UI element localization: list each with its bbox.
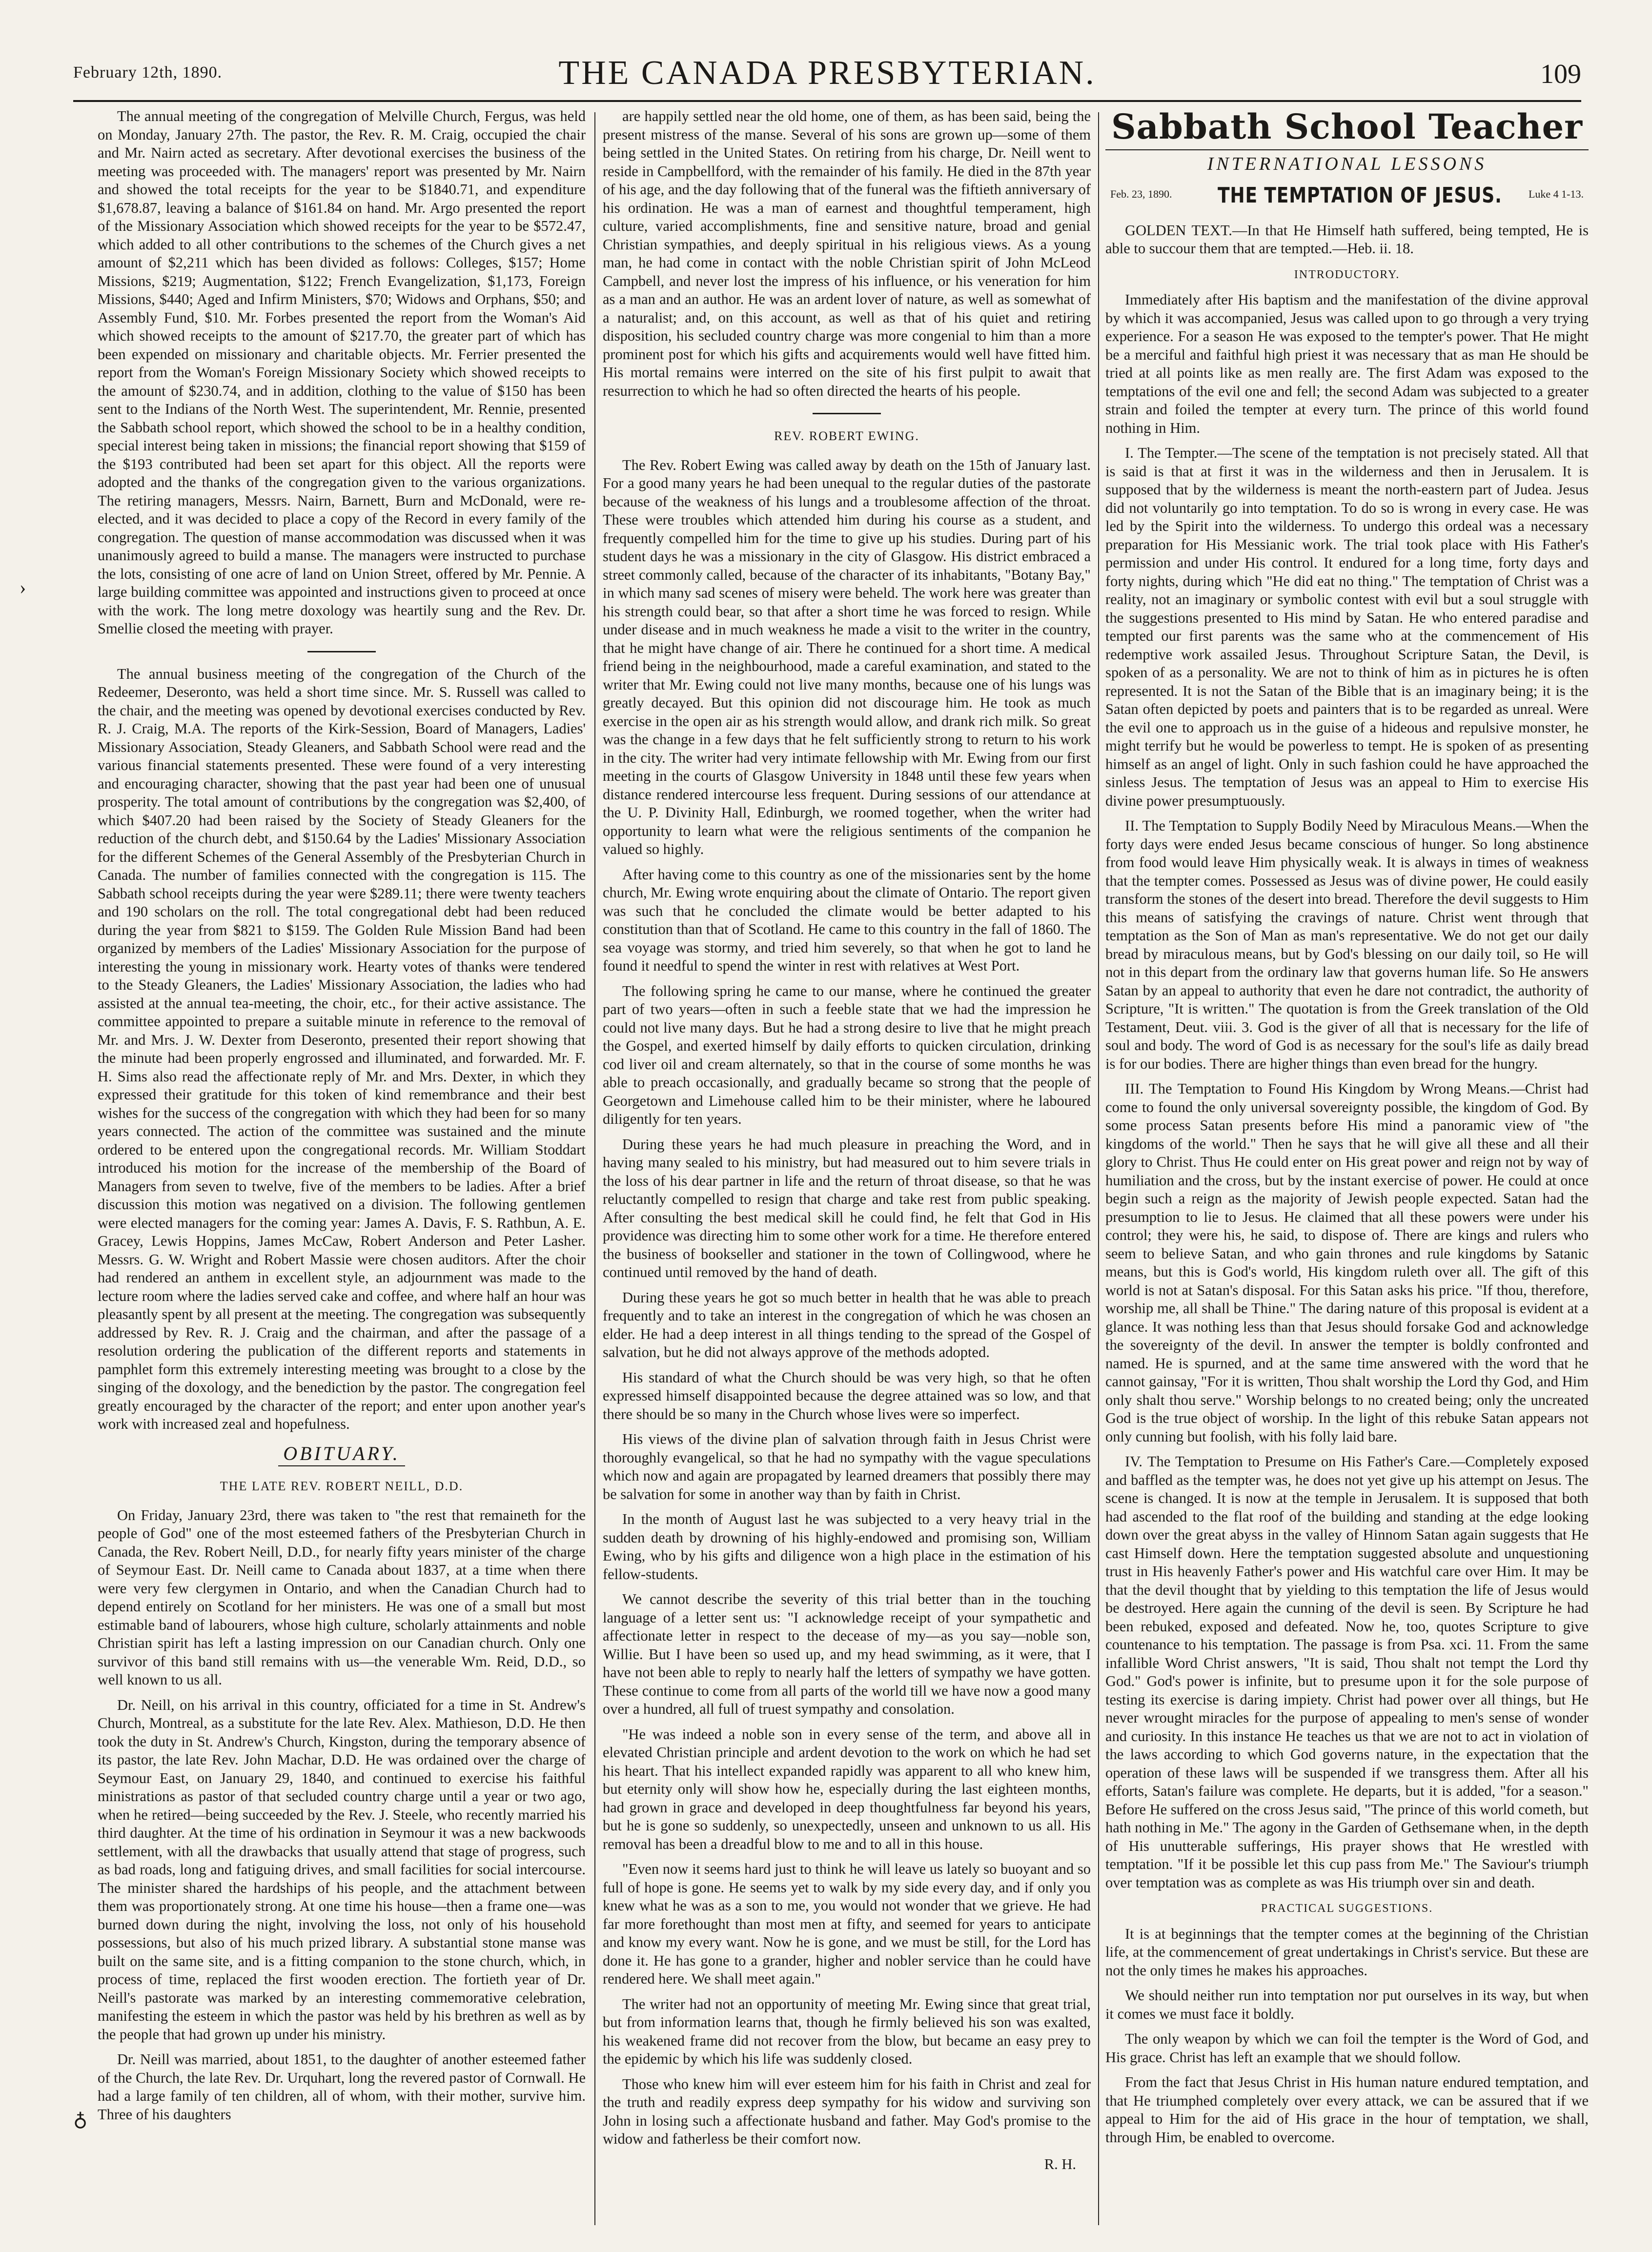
- subheading-practical: PRACTICAL SUGGESTIONS.: [1261, 1902, 1433, 1915]
- margin-mark: ›: [20, 576, 26, 598]
- article-paragraph: In the month of August last he was subjected to a very heavy trial in the sudden death by drowning of his highly-endowed and promising son, William Ewing, who by his gifts and diligence won a high place in the estimation of his fellow-students.: [603, 1511, 1091, 1582]
- issue-date: February 12th, 1890.: [73, 63, 223, 81]
- article-paragraph: Dr. Neill, on his arrival in this country, officiated for a time in St. Andrew's Church, Montreal, as a substitute for the late Rev. Alex. Mathieson, D.D. He then took the duty in St. Andrew's Church, Kingston, during the temporary absence of its pastor, the late Rev. John Machar, D.D. He was ordained over the charge of Seymour East, on January 29, 1840, and continued to exercise his faithful ministrations as pastor of that secluded country charge until a year or two ago, when he retired—being succeeded by the Rev. J. Steele, who recently married his third daughter. At the time of his ordination in Seymour it was a new backwoods settlement, with all the drawbacks that usually attend that stage of progress, such as bad roads, long and fatiguing drives, and small facilities for social intercourse. The minister shared the hardships of his people, and the attachment between them was proportionately strong. At one time his house—then a frame one—was burned down during the night, involving the loss, not only of his household possessions, but also of his much prized library. A substantial stone manse was built on the same site, and is a fitting companion to the stone church, which, in process of time, replaced the first wooden erection. The fortieth year of Dr. Neill's pastorate was marked by an interesting commemorative celebration, manifesting the esteem in which the pastor was held by his brethren as well as by the people that had grown up under his ministry.: [98, 1696, 586, 2043]
- lesson-paragraph: II. The Temptation to Supply Bodily Need by Miraculous Means.—When the forty days were ended Jesus became conscious of hunger. So long abstinence from food would leave Him physically weak. It is always in times of weakness that the tempter comes. Possessed as Jesus was of divine power, He could easily transform the stones of the desert into bread. Therefore the devil suggests to Him this means of satisfying the cravings of nature. Christ went through that temptation as the Son of Man as man's representative. We do not get our daily bread by miraculous means, but by God's blessing on our daily toil, so He will not in this depart from the ordinary law that governs human life. So He answers Satan by an appeal to authority that even he dare not contradict, the authority of Scripture, "It is written." The quotation is from the Greek translation of the Old Testament, Deut. viii. 3. God is the giver of all that is necessary for the life of soul and body. The word of God is as necessary for the soul's life as daily bread is for our bodies. There are higher things than even bread for the hungry.: [1105, 817, 1589, 1072]
- lesson-paragraph: It is at beginnings that the tempter comes at the beginning of the Christian life, at the commencement of great undertakings in Christ's service. But these are not the only times he makes his approaches.: [1105, 1925, 1589, 1979]
- section-masthead: Sabbath School Teacher: [1111, 106, 1583, 147]
- article-paragraph: During these years he had much pleasure in preaching the Word, and in having many sealed to his ministry, but had measured out to him severe trials in the loss of his dear partner in life and the return of throat disease, so that he was reluctantly compelled to resign that charge and take rest from public speaking. After consulting the best medical skill he could find, he felt that God in His providence was directing him to some other work for a time. He therefore entered the business of bookseller and stationer in the town of Collingwood, where he continued until removed by the hand of death.: [603, 1136, 1091, 1280]
- article-paragraph: "Even now it seems hard just to think he will leave us lately so buoyant and so full of hope is gone. He seems yet to walk by my side every day, and if only you knew what he was as a son to me, you would not wonder that we grieve. He had far more forethought than most men at fifty, and seemed for years to anticipate and know my every want. Now he is gone, and we must be still, for the Lord has done it. He has gone to a grander, higher and nobler service than he could have rendered here. We shall meet again.": [603, 1861, 1091, 1987]
- article-paragraph: Those who knew him will ever esteem him for his faith in Christ and zeal for the truth and readily express deep sympathy for his widow and surviving son John in losing such a affectionate husband and father. May God's promise to the widow and fatherless be their comfort now.: [603, 2075, 1091, 2147]
- subheading-introductory: INTRODUCTORY.: [1294, 268, 1400, 281]
- lesson-paragraph: IV. The Temptation to Presume on His Father's Care.—Completely exposed and baffled as the tempter was, he does not yet give up his attempt on Jesus. The scene is changed. It is now at the temple in Jerusalem. It is supposed that both had ascended to the flat roof of the building and standing at the edge looking down over the great abyss in the valley of Hinnom Satan again suggests that He cast Himself down. Here the temptation suggested absolute and unquestioning trust in His heavenly Father's power and His watchful care over Him. It may be that the devil thought that by yielding to this temptation the life of Jesus would be destroyed. Here again the cunning of the devil is seen. By Scripture he had been rebuked, exposed and defeated. Now he, too, quotes Scripture to give countenance to his temptation. The passage is from Psa. xci. 11. From the same infallible Word Christ answers, "It is said, Thou shalt not tempt the Lord thy God." God's power is infinite, but to presume upon it for the sole purpose of testing its exercise is daring impiety. Christ had power over all things, but He never wrought miracles for the purpose of appealing to men's sense of wonder and curiosity. In this instance He teaches us that we are not to act in violation of the laws according to which God governs nature, in the expectation that the operation of these laws will be suspended if we transgress them. After all his efforts, Satan's failure was complete. He departs, but it is added, "for a season." Before He suffered on the cross Jesus said, "The prince of this world cometh, but hath nothing in Me." The agony in the Garden of Gethsemane when, in the depth of His unutterable sufferings, His prayer shows that He wrestled with temptation. "If it be possible let this cup pass from Me." The Saviour's triumph over temptation was as complete as was His triumph over sin and death.: [1105, 1453, 1589, 1891]
- article-paragraph: The annual business meeting of the congregation of the Church of the Redeemer, Deseronto, was held a short time since. Mr. S. Russell was called to the chair, and the meeting was opened by devotional exercises conducted by Rev. R. J. Craig, M.A. The reports of the Kirk-Session, Board of Managers, Ladies' Missionary Association, Steady Gleaners, and Sabbath School were read and the various financial statements presented. These were found of a very interesting and encouraging character, showing that the past year had been one of unusual prosperity. The total amount of contributions by the congregation was $2,400, of which $407.20 had been raised by the Society of Steady Gleaners for the reduction of the church debt, and $150.64 by the Ladies' Missionary Association for the different Schemes of the General Assembly of the Presbyterian Church in Canada. The number of families connected with the congregation is 115. The Sabbath school receipts during the year were $289.11; there were twenty teachers and 190 scholars on the roll. The total congregational debt had been reduced during the year from $821 to $159. The Golden Rule Mission Band had been organized by members of the Ladies' Missionary Association for the purpose of interesting the young in missionary work. Hearty votes of thanks were tendered to the Steady Gleaners, the Ladies' Missionary Association, the ladies who had assisted at the annual tea-meeting, the choir, etc., for their active assistance. The committee appointed to prepare a suitable minute in reference to the removal of Mr. and Mrs. J. W. Dexter from Deseronto, presented their report showing that the minute had been properly engrossed and illuminated, and forwarded. Mr. F. H. Sims also read the affectionate reply of Mr. and Mrs. Dexter, in which they expressed their gratitude for this token of kind remembrance and their best wishes for the success of the congregation with which they had been for so many years connected. The action of the committee was sustained and the minute ordered to be entered upon the congregational records. Mr. William Stoddart introduced his motion for the increase of the membership of the Board of Managers from seven to twelve, five of the members to be ladies. After a brief discussion this motion was negatived on a division. The following gentlemen were elected managers for the coming year: James A. Davis, F. S. Rathbun, A. E. Gracey, Lewis Hoppins, James McCaw, Robert Anderson and Peter Lasher. Messrs. G. W. Wright and Robert Massie were chosen auditors. After the choir had rendered an anthem in excellent style, an adjournment was made to the lecture room where the ladies served cake and coffee, and where half an hour was pleasantly spent by all present at the meeting. The congregation was subsequently addressed by Rev. R. J. Craig and the chairman, and after the passage of a resolution ordering the publication of the different reports and statements in pamphlet form this extremely interesting meeting was brought to a close by the singing of the doxology, and the benediction by the pastor. The congregation feel greatly encouraged by the character of the report; and enter upon another year's work with increased zeal and hopefulness.: [98, 665, 586, 1432]
- column-separator: [594, 112, 595, 2225]
- article-paragraph: "He was indeed a noble son in every sense of the term, and above all in elevated Christian principle and ardent devotion to the work on which he had set his heart. That his intellect expanded rapidly was apparent to all who knew him, but eternity only will show how he, especially during the last eighteen months, had grown in grace and developed in deep thoughtfulness far beyond his years, but he is gone so suddenly, so unexpectedly, unseen and unknown to us all. His removal has been a dreadful blow to me and to all in this house.: [603, 1725, 1091, 1852]
- golden-text-body: In that He Himself hath suffered, being tempted, He is able to succour them that are tempted.—Heb. ii. 18.: [1105, 222, 1589, 257]
- article-paragraph: His standard of what the Church should be was very high, so that he often expressed himself disappointed because the degree attained was so low, and that there should be so many in the Church whose lives were so imperfect.: [603, 1369, 1091, 1422]
- page-number: 109: [1540, 59, 1581, 89]
- article-paragraph: After having come to this country as one of the missionaries sent by the home church, Mr. Ewing wrote enquiring about the climate of Ontario. The report given was such that he concluded the climate would be better adapted to his constitution than that of Scotland. He came to this country in the fall of 1860. The sea voyage was stormy, and tried him severely, so that when he got to land he found it needful to spend the winter in rest with relatives at West Port.: [603, 866, 1091, 974]
- golden-text-label: GOLDEN TEXT.: [1125, 222, 1232, 239]
- column-left: [98, 107, 586, 2130]
- lesson-paragraph: Immediately after His baptism and the manifestation of the divine approval by which it was accompanied, Jesus was called upon to go through a very trying experience. For a season He was exposed to the tempter's power. That He might be a merciful and faithful high priest it was necessary that as man He should be tried at all points like as men really are. The first Adam was exposed to the temptations of the evil one and fell; the second Adam was subjected to a greater strain and foiled the tempter at every turn. The prince of this world found nothing in Him.: [1105, 291, 1589, 436]
- margin-mark: ♁: [73, 2109, 88, 2130]
- article-paragraph: Dr. Neill was married, about 1851, to the daughter of another esteemed father of the Church, the late Rev. Dr. Urquhart, long the revered pastor of Cornwall. He had a large family of ten children, all of whom, with their mother, survive him. Three of his daughters: [98, 2051, 586, 2123]
- column-middle: [603, 107, 1091, 2173]
- article-paragraph: On Friday, January 23rd, there was taken to "the rest that remaineth for the people of God" one of the most esteemed fathers of the Presbyterian Church in Canada, the Rev. Robert Neill, D.D., for nearly fifty years minister of the charge of Seymour East. Dr. Neill came to Canada about 1837, at a time when there were very few clergymen in Ontario, and when the Canadian Church had to depend entirely on Scotland for her ministers. He was one of a small but most estimable band of labourers, whose high culture, scholarly attainments and noble Christian spirit has left a lasting impression on our Canadian church. Only one survivor of this band still remains with us—the venerable Wm. Reid, D.D., so well known to us all.: [98, 1506, 586, 1688]
- obituary-heading: OBITUARY.: [283, 1442, 400, 1464]
- lesson-paragraph: The only weapon by which we can foil the tempter is the Word of God, and His grace. Christ has left an example that we should follow.: [1105, 2030, 1589, 2066]
- page-header: [73, 54, 1581, 98]
- header-rule: [73, 100, 1581, 102]
- lesson-date: Feb. 23, 1890.: [1110, 187, 1172, 200]
- lesson-paragraph: From the fact that Jesus Christ in His human nature endured temptation, and that He triumphed completely over every attack, we can be assured that if we appeal to Him for the aid of His grace in the hour of temptation, we shall, through Him, be enabled to overcome.: [1105, 2074, 1589, 2146]
- obituary-subheading: THE LATE REV. ROBERT NEILL, D.D.: [220, 1479, 464, 1493]
- newspaper-title: THE CANADA PRESBYTERIAN.: [558, 54, 1096, 92]
- article-paragraph: During these years he got so much better in health that he was able to preach frequently and to take an interest in the congregation of which he was chosen an elder. He had a deep interest in all things tending to the spread of the Gospel of salvation, but he did not always approve of the methods adopted.: [603, 1289, 1091, 1360]
- lesson-reference: Luke 4 1-13.: [1528, 187, 1584, 200]
- section-rule: [813, 413, 881, 414]
- column-separator: [1098, 112, 1099, 2225]
- lesson-paragraph: We should neither run into temptation nor put ourselves in its way, but when it comes we must face it boldly.: [1105, 1987, 1589, 2022]
- signature: R. H.: [1044, 2155, 1076, 2172]
- obituary-rule: [278, 1465, 405, 1466]
- article-paragraph: are happily settled near the old home, one of them, as has been said, being the present mistress of the manse. Several of his sons are grown up—some of them being settled in the United States. On retiring from his charge, Dr. Neill went to reside in Campbellford, with the remainder of his family. He died in the 87th year of his age, and the day following that of the funeral was the fiftieth anniversary of his ordination. He was a man of earnest and thoughtful temperament, high culture, varied accomplishments, fine and sensitive nature, broad and genial Christian sympathies, and deeply spiritual in his religious views. As a young man, he had come in contact with the noble Christian spirit of John McLeod Campbell, and never lost the impress of his influence, or his veneration for him as a man and an author. He was an ardent lover of nature, as well as somewhat of a naturalist; and, on this account, as well as that of his quiet and retiring disposition, his secluded country charge was more congenial to him than a more prominent post for which his gifts and acquirements would well have fitted him. His mortal remains were interred on the site of his first pulpit to await that resurrection to which he had so often directed the hearts of his people.: [603, 108, 1091, 399]
- article-paragraph: The Rev. Robert Ewing was called away by death on the 15th of January last. For a good many years he had been unequal to the regular duties of the pastorate because of the weakness of his lungs and a troublesome affection of the throat. These were troubles which attended him during his course as a student, and frequently compelled him for the time to give up his studies. During part of his student days he was a missionary in the city of Glasgow. His district embraced a street commonly called, because of the character of its inhabitants, "Botany Bay," in which many sad scenes of misery were beheld. The work here was greater than his strength could bear, so that after a short time he was forced to resign. While under disease and in much weakness he made a visit to the writer in the country, that he might have change of air. There he continued for a short time. A medical friend being in the neighbourhood, made a careful examination, and stated to the writer that Mr. Ewing could not live many months, because one of his lungs was greatly decayed. But this opinion did not discourage him. He took as much exercise in the open air as his strength would allow, and drank rich milk. So great was the change in a few days that he felt sufficiently strong to return to his work in the city. The writer had very intimate fellowship with Mr. Ewing from our first meeting in the courts of Glasgow University in 1848 until these few years when distance rendered intercourse less frequent. During sessions of our attendance at the U. P. Divinity Hall, Edinburgh, we roomed together, when the writer had opportunity to learn what were the religious sentiments of the companion he valued so highly.: [603, 456, 1091, 857]
- article-paragraph: We cannot describe the severity of this trial better than in the touching language of a letter sent us: "I acknowledge receipt of your sympathetic and affectionate letter in respect to the decease of my—as you say—noble son, Willie. But I have been so used up, and my head swimming, as it were, that I have not been able to reply to nearly half the letters of sympathy we have gotten. These continue to come from all parts of the world till we have now a good many over a hundred, all full of truest sympathy and consolation.: [603, 1591, 1091, 1717]
- lesson-title: THE TEMPTATION OF JESUS.: [1218, 183, 1502, 208]
- article-paragraph: The writer had not an opportunity of meeting Mr. Ewing since that great trial, but from information learns that, though he firmly believed his son was exalted, his weakened frame did not recover from the blow, but became an easy prey to the epidemic by which his life was suddenly closed.: [603, 1995, 1091, 2067]
- column-right: [1105, 107, 1589, 2153]
- section-rule: [307, 651, 376, 652]
- section-subtitle: INTERNATIONAL LESSONS: [1105, 149, 1589, 174]
- article-paragraph: The following spring he came to our manse, where he continued the greater part of two years—often in such a feeble state that we had the impression he could not live many days. But he had a strong desire to live that he might preach the Gospel, and exerted himself by daily efforts to quicken circulation, drinking cod liver oil and cream alternately, so that in the course of some months he was able to preach occasionally, and gradually became so strong that the people of Georgetown and Limehouse called him to be their minister, where he laboured diligently for ten years.: [603, 982, 1091, 1127]
- article-paragraph: His views of the divine plan of salvation through faith in Jesus Christ were thoroughly evangelical, so that he had no sympathy with the vague speculations which now and again are propagated by learned dreamers that possibly there may be salvation for some in another way than by faith in Christ.: [603, 1431, 1091, 1502]
- obituary-subheading: REV. ROBERT EWING.: [774, 429, 919, 443]
- lesson-heading: [1105, 183, 1589, 218]
- golden-text: GOLDEN TEXT.—In that He Himself hath suffered, being tempted, He is able to succour them that are tempted.—Heb. ii. 18.: [1105, 222, 1589, 257]
- article-paragraph: The annual meeting of the congregation of Melville Church, Fergus, was held on Monday, January 27th. The pastor, the Rev. R. M. Craig, occupied the chair and Mr. Nairn acted as secretary. After devotional exercises the business of the meeting was proceeded with. The managers' report was presented by Mr. Nairn and showed the total receipts for the year to be $1840.71, and expenditure $1,678.87, leaving a balance of $161.84 on hand. Mr. Argo presented the report of the Missionary Association which showed receipts for the year to be $572.47, which added to all other contributions to the schemes of the Church gives a net amount of $2,211 which has been divided as follows: Colleges, $157; Home Missions, $219; Augmentation, $122; French Evangelization, $1,173, Foreign Missions, $440; Aged and Infirm Ministers, $70; Widows and Orphans, $50; and Assembly Fund, $10. Mr. Forbes presented the report from the Woman's Aid which showed receipts to the amount of $217.70, the greater part of which has been expended on missionary and charitable objects. Mr. Ferrier presented the report from the Woman's Foreign Missionary Society which showed receipts to the amount of $230.74, and in addition, clothing to the value of $150 has been sent to the Indians of the North West. The superintendent, Mr. Rennie, presented the Sabbath school report, which showed the school to be in a healthy condition, special interest being taken in missions; the financial report showing that $159 of the $193 contributed had been set apart for this object. All the reports were adopted and the thanks of the congregation given to the various organizations. The retiring managers, Messrs. Nairn, Barnett, Burn and McDonald, were re-elected, and it was decided to place a copy of the Record in every family of the congregation. The question of manse accommodation was discussed when it was unanimously agreed to build a manse. The managers were instructed to purchase the lots, consisting of one acre of land on Union Street, offered by Mr. Pennie. A large building committee was appointed and instructions given to proceed at once with the work. The long metre doxology was heartily sung and the Rev. Dr. Smellie closed the meeting with prayer.: [98, 108, 586, 637]
- lesson-paragraph: I. The Tempter.—The scene of the temptation is not precisely stated. All that is said is that at first it was in the wilderness and then in Jerusalem. It is supposed that by the wilderness is meant the north-eastern part of Judea. Jesus did not voluntarily go into temptation. To do so is wrong in every case. He was led by the Spirit into the wilderness. To undergo this ordeal was a necessary preparation for His Messianic work. The trial took place with His Father's permission and under His control. It endured for a long time, forty days and forty nights, during which "He did eat no thing." The temptation of Christ was a reality, not an imaginary or symbolic contest with evil but a soul struggle with the suggestions presented to His mind by Satan. He who entered paradise and tempted our first parents was the same who at the commencement of His redemptive work assailed Jesus. Throughout Scripture Satan, the Devil, is spoken of as a personality. We are not to think of him as in pictures he is often represented. It is not the Satan of the Bible that is an imaginary being; it is the Satan often depicted by poets and painters that is to be regarded as unreal. Were the evil one to approach us in the guise of a hideous and repulsive monster, he might terrify but he would be powerless to tempt. He is spoken of as presenting himself as an angel of light. Only in such fashion could he have approached the sinless Jesus. The temptation of Jesus was an appeal to Him to exercise His divine power presumptuously.: [1105, 445, 1589, 809]
- lesson-paragraph: III. The Temptation to Found His Kingdom by Wrong Means.—Christ had come to found the only universal sovereignty possible, the kingdom of God. By some process Satan presents before His mind a panoramic view of "the kingdoms of the world." Then he says that he will give all these and all their glory to Christ. Thus He could enter on His great power and reign not by way of humiliation and the cross, but by the instant exercise of power. He could at once begin such a reign as the majority of Jewish people expected. Satan had the presumption to lie to Jesus. He claimed that all these powers were under his control; they were his, he said, to dispose of. There are kings and rulers who seem to believe Satan, and who gain thrones and rule kingdoms by Satanic means, but this is God's world, His kingdom ruleth over all. The gift of this world is not at Satan's disposal. For this Satan asks his price. "If thou, therefore, worship me, all shall be Thine." The daring nature of this proposal is evident at a glance. It was nothing less than that Jesus should forsake God and acknowledge the sovereignty of the devil. In answer the tempter is boldly confronted and named. He is spurned, and at the same time answered with the word that he cannot gainsay, "For it is written, Thou shalt worship the Lord thy God, and Him only shalt thou serve." Worship belongs to no created being; only the uncreated God is the true object of worship. In the light of this rebuke Satan appears not only cunning but foolish, with his folly laid bare.: [1105, 1080, 1589, 1445]
